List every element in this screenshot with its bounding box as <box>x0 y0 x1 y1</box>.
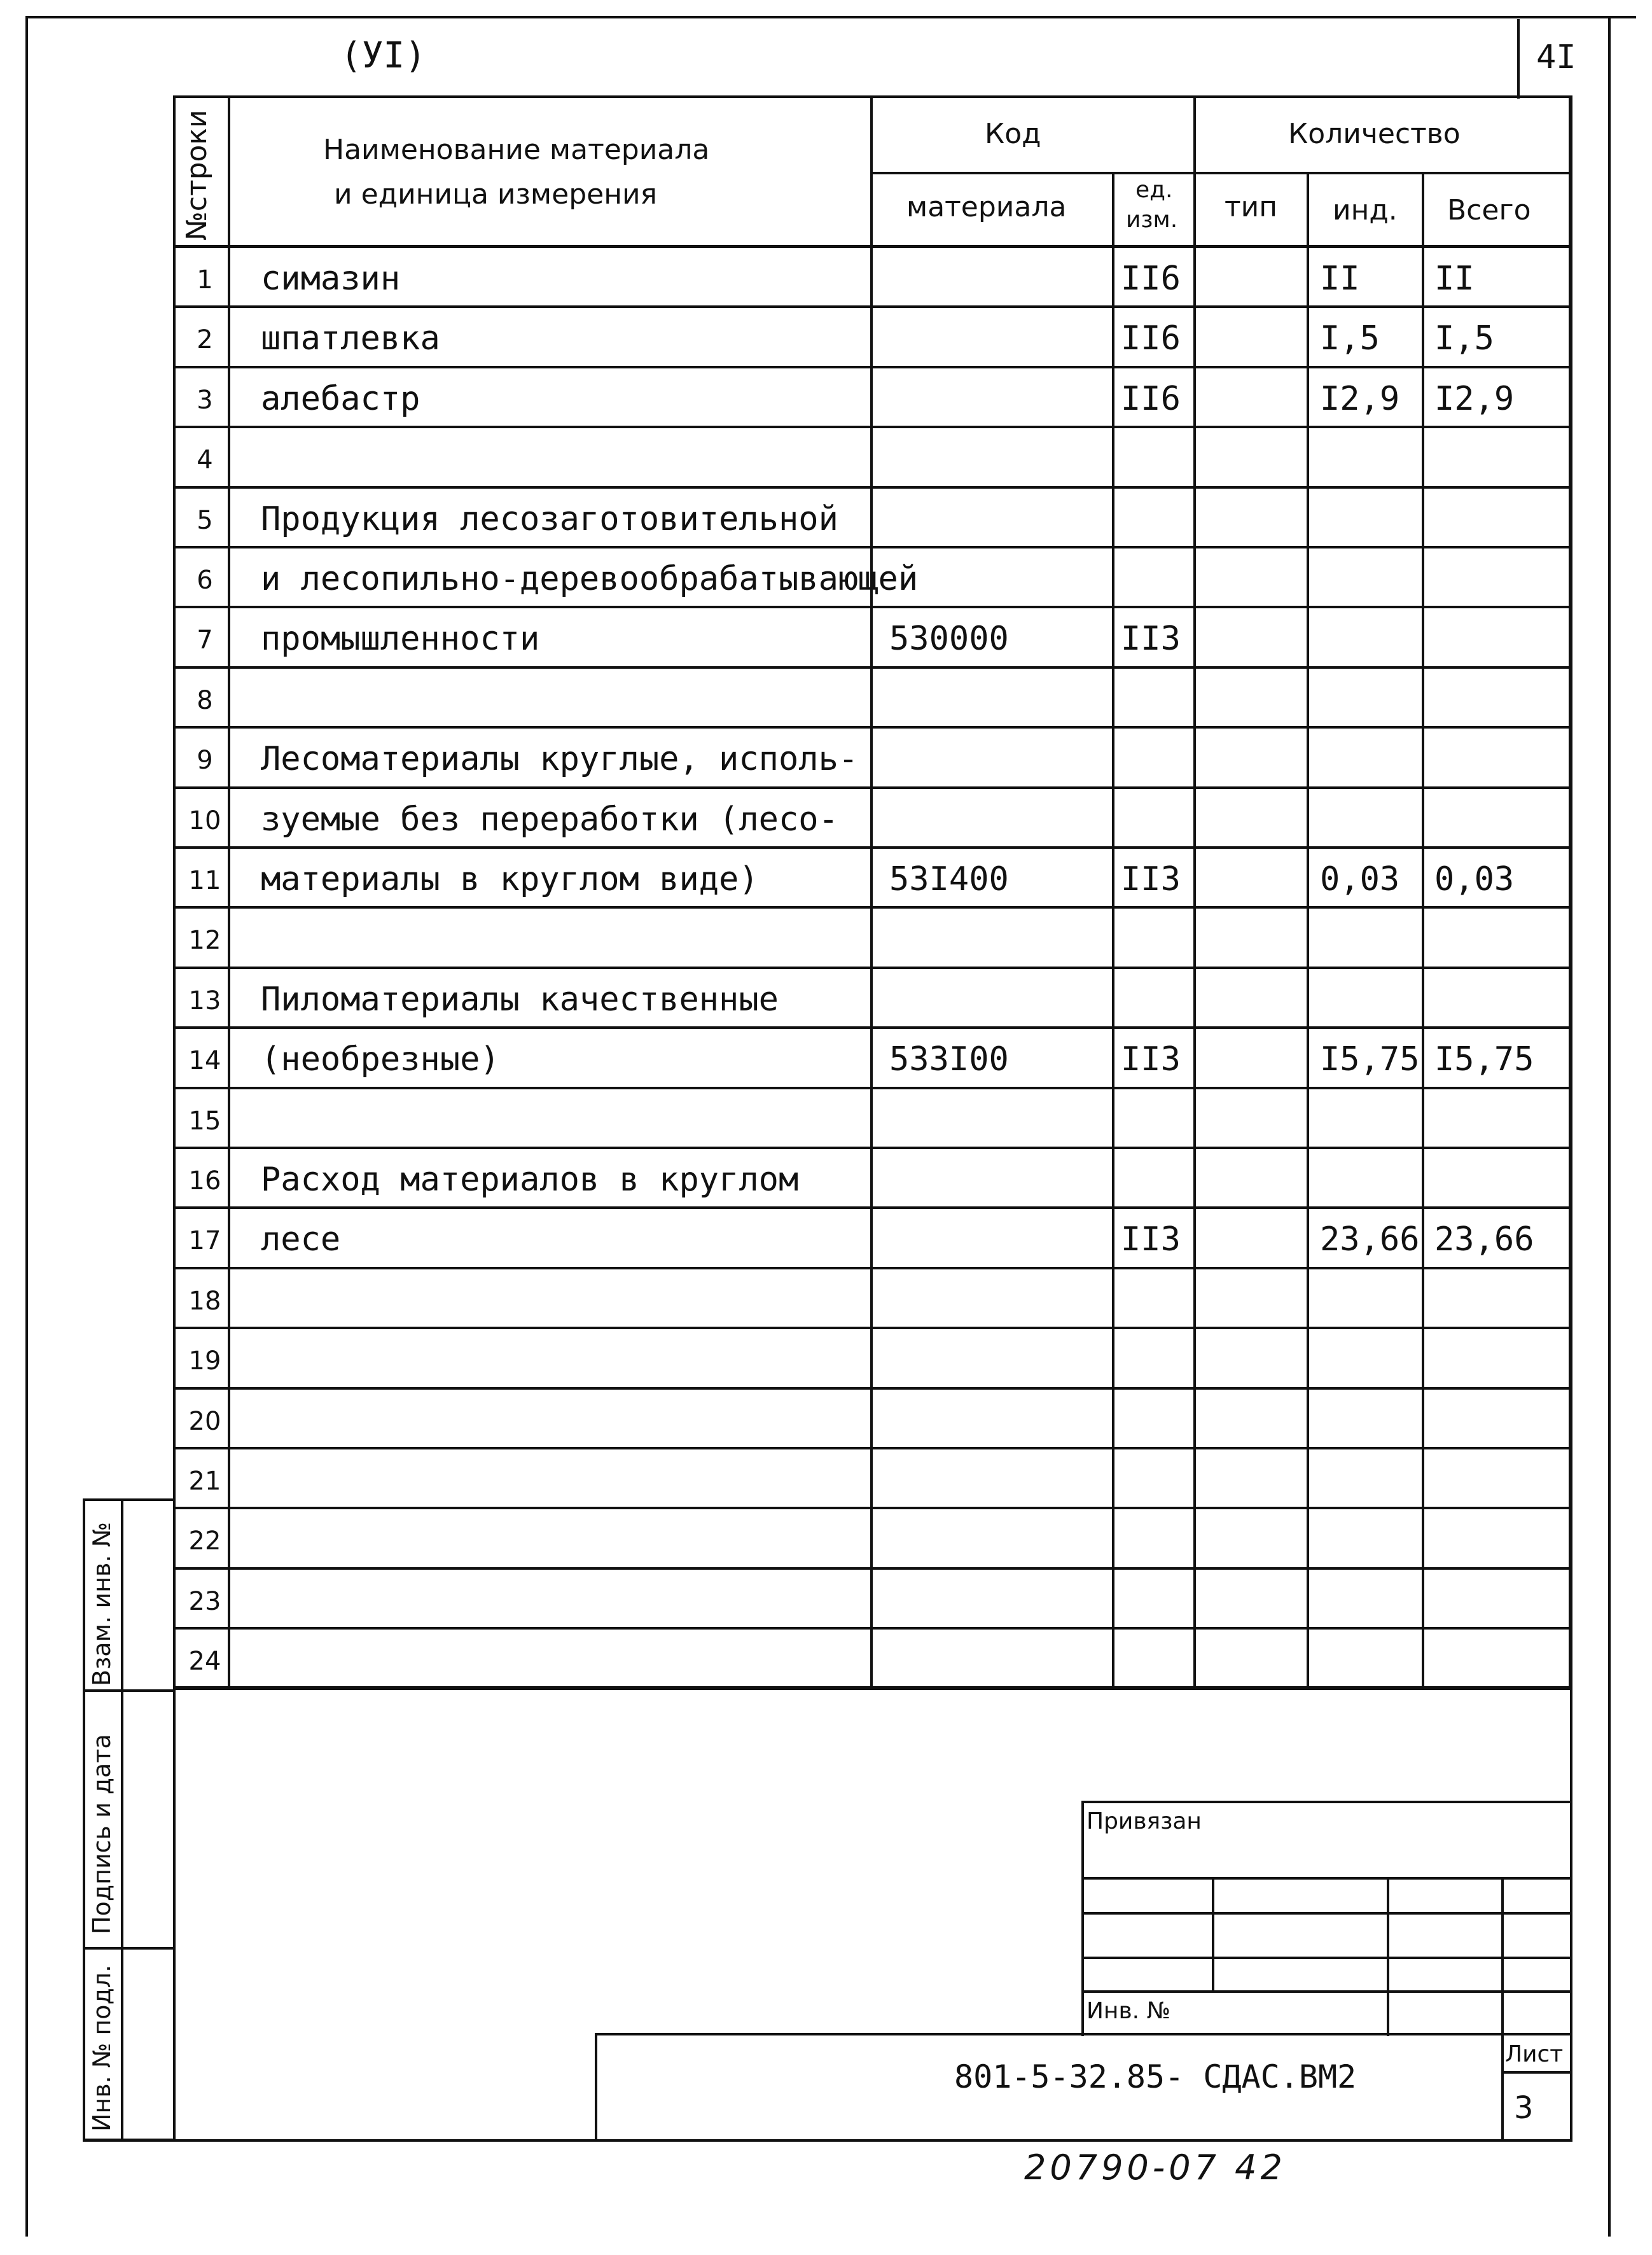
row-line <box>173 846 1571 849</box>
qty-ind: II <box>1320 260 1360 298</box>
row-number: 18 <box>188 1286 221 1316</box>
row-number: 10 <box>188 806 221 835</box>
qty-ind: I5,75 <box>1320 1040 1420 1079</box>
sheet-divider-h <box>1501 2071 1572 2074</box>
sheet-divider-v <box>1501 2033 1504 2141</box>
row-line <box>173 1387 1571 1390</box>
col-line-name <box>228 95 230 1689</box>
row-line <box>173 666 1571 669</box>
row-number: 15 <box>188 1106 221 1136</box>
col-line-code <box>870 95 873 1689</box>
qty-total: 0,03 <box>1434 860 1515 898</box>
row-number: 2 <box>197 325 213 355</box>
frame-right <box>1608 16 1611 2237</box>
material-name: алебастр <box>261 379 420 418</box>
row-number: 8 <box>197 685 213 715</box>
side-label-podpis: Подпись и дата <box>88 1734 116 1934</box>
binding-vline-3 <box>1501 1877 1504 2036</box>
row-line <box>173 1507 1571 1509</box>
material-name: шпатлевка <box>261 319 440 358</box>
type-header: тип <box>1225 191 1277 223</box>
binding-line-4 <box>1081 1990 1572 1993</box>
row-number: 1 <box>197 265 213 295</box>
material-name: лесе <box>261 1220 341 1259</box>
code-material-header: материала <box>906 191 1067 223</box>
row-line <box>173 1026 1571 1029</box>
qty-total: II <box>1434 260 1475 298</box>
row-number: 6 <box>197 566 213 595</box>
binding-line-3 <box>1081 1957 1572 1959</box>
unit-code: II3 <box>1121 860 1181 898</box>
qty-ind: 0,03 <box>1320 860 1400 898</box>
row-number: 9 <box>197 746 213 776</box>
row-number: 20 <box>188 1406 221 1436</box>
row-number: 4 <box>197 445 213 475</box>
row-line <box>173 366 1571 368</box>
material-code: 530000 <box>889 620 1009 659</box>
unit-header-line2: изм. <box>1126 207 1178 233</box>
unit-code: II3 <box>1121 1040 1181 1079</box>
qty-total: 23,66 <box>1434 1220 1534 1259</box>
material-name: Лесоматериалы круглые, исполь- <box>261 740 859 779</box>
row-number: 7 <box>197 625 213 655</box>
row-line <box>173 426 1571 428</box>
qty-total: I5,75 <box>1434 1040 1534 1079</box>
row-line <box>173 486 1571 489</box>
name-header-line1: Наименование материала <box>323 134 710 166</box>
row-line <box>173 305 1571 308</box>
side-label-vzam: Взам. инв. № <box>88 1521 116 1686</box>
title-area-top <box>173 1686 1571 1689</box>
code-header: Код <box>985 118 1041 150</box>
row-num-header: №строки <box>181 109 213 241</box>
material-name: симазин <box>261 260 401 298</box>
designation: 801-5-32.85- СДАС.ВМ2 <box>954 2058 1357 2095</box>
row-line <box>173 546 1571 548</box>
unit-header-line1: ед. <box>1135 177 1173 203</box>
row-number: 21 <box>188 1467 221 1496</box>
row-line <box>173 1147 1571 1149</box>
material-name: Пиломатериалы качественные <box>261 980 779 1019</box>
unit-code: II6 <box>1121 319 1181 358</box>
row-number: 24 <box>188 1647 221 1677</box>
material-code: 53I400 <box>889 860 1009 898</box>
material-name: и лесопильно-деревообрабатывающей <box>261 560 919 598</box>
material-code: 533I00 <box>889 1040 1009 1079</box>
row-number: 14 <box>188 1046 221 1076</box>
row-number: 19 <box>188 1346 221 1376</box>
sheet-label: Лист <box>1505 2041 1564 2067</box>
qty-total: I2,9 <box>1434 379 1515 418</box>
header-subline <box>870 172 1571 174</box>
col-line-type <box>1307 172 1309 1689</box>
page-number: 4I <box>1536 38 1576 76</box>
binding-line-1 <box>1081 1877 1572 1880</box>
material-name: (необрезные) <box>261 1040 500 1079</box>
row-line <box>173 1206 1571 1209</box>
row-number: 13 <box>188 986 221 1016</box>
row-line <box>173 967 1571 969</box>
total-header: Всего <box>1447 194 1531 227</box>
side-label-inv-podl: Инв. № подл. <box>88 1964 116 2132</box>
qty-ind: I2,9 <box>1320 379 1400 418</box>
unit-code: II6 <box>1121 379 1181 418</box>
material-name: материалы в круглом виде) <box>261 860 759 898</box>
binding-vline-2 <box>1387 1877 1389 2036</box>
ind-header: инд. <box>1333 194 1398 227</box>
section-label: (УI) <box>340 35 426 76</box>
row-line <box>173 906 1571 909</box>
binding-line-2 <box>1081 1912 1572 1915</box>
row-number: 23 <box>188 1586 221 1616</box>
material-name: Расход материалов в круглом <box>261 1161 799 1199</box>
qty-ind: I,5 <box>1320 319 1380 358</box>
row-line <box>173 726 1571 729</box>
row-line <box>173 606 1571 608</box>
sheet-number: 3 <box>1514 2090 1534 2126</box>
row-number: 3 <box>197 385 213 415</box>
unit-code: II3 <box>1121 620 1181 659</box>
qty-ind: 23,66 <box>1320 1220 1420 1259</box>
frame-top <box>25 16 1636 18</box>
col-line-qty <box>1193 95 1196 1689</box>
privyazan-label: Привязан <box>1086 1808 1202 1834</box>
row-line <box>173 1567 1571 1570</box>
material-name: промышленности <box>261 620 540 659</box>
col-line-unit <box>1112 172 1114 1689</box>
side-sep-2 <box>83 1947 176 1950</box>
row-line <box>173 1627 1571 1630</box>
row-number: 22 <box>188 1526 221 1556</box>
row-line <box>173 1267 1571 1269</box>
inv-no-label: Инв. № <box>1086 1998 1171 2024</box>
side-sep-1 <box>83 1689 176 1692</box>
frame-left <box>25 16 28 2237</box>
row-number: 11 <box>188 866 221 895</box>
row-number: 16 <box>188 1166 221 1196</box>
quantity-header: Количество <box>1288 118 1461 150</box>
name-header-line2: и единица измерения <box>334 178 658 211</box>
side-col-divider <box>121 1498 123 2141</box>
unit-code: II6 <box>1121 260 1181 298</box>
binding-vline-1 <box>1212 1877 1214 1992</box>
row-line <box>173 786 1571 789</box>
col-line-ind <box>1422 172 1424 1689</box>
row-line <box>173 1087 1571 1089</box>
header-bottom <box>173 245 1571 248</box>
material-name: зуемые без переработки (лесо- <box>261 800 838 839</box>
row-number: 5 <box>197 505 213 535</box>
footer-stamp: 20790-07 42 <box>1024 2147 1286 2188</box>
row-number: 17 <box>188 1226 221 1256</box>
row-line <box>173 1447 1571 1449</box>
qty-total: I,5 <box>1434 319 1494 358</box>
row-line <box>173 1327 1571 1329</box>
material-name: Продукция лесозаготовительной <box>261 499 838 538</box>
unit-code: II3 <box>1121 1220 1181 1259</box>
row-number: 12 <box>188 926 221 956</box>
